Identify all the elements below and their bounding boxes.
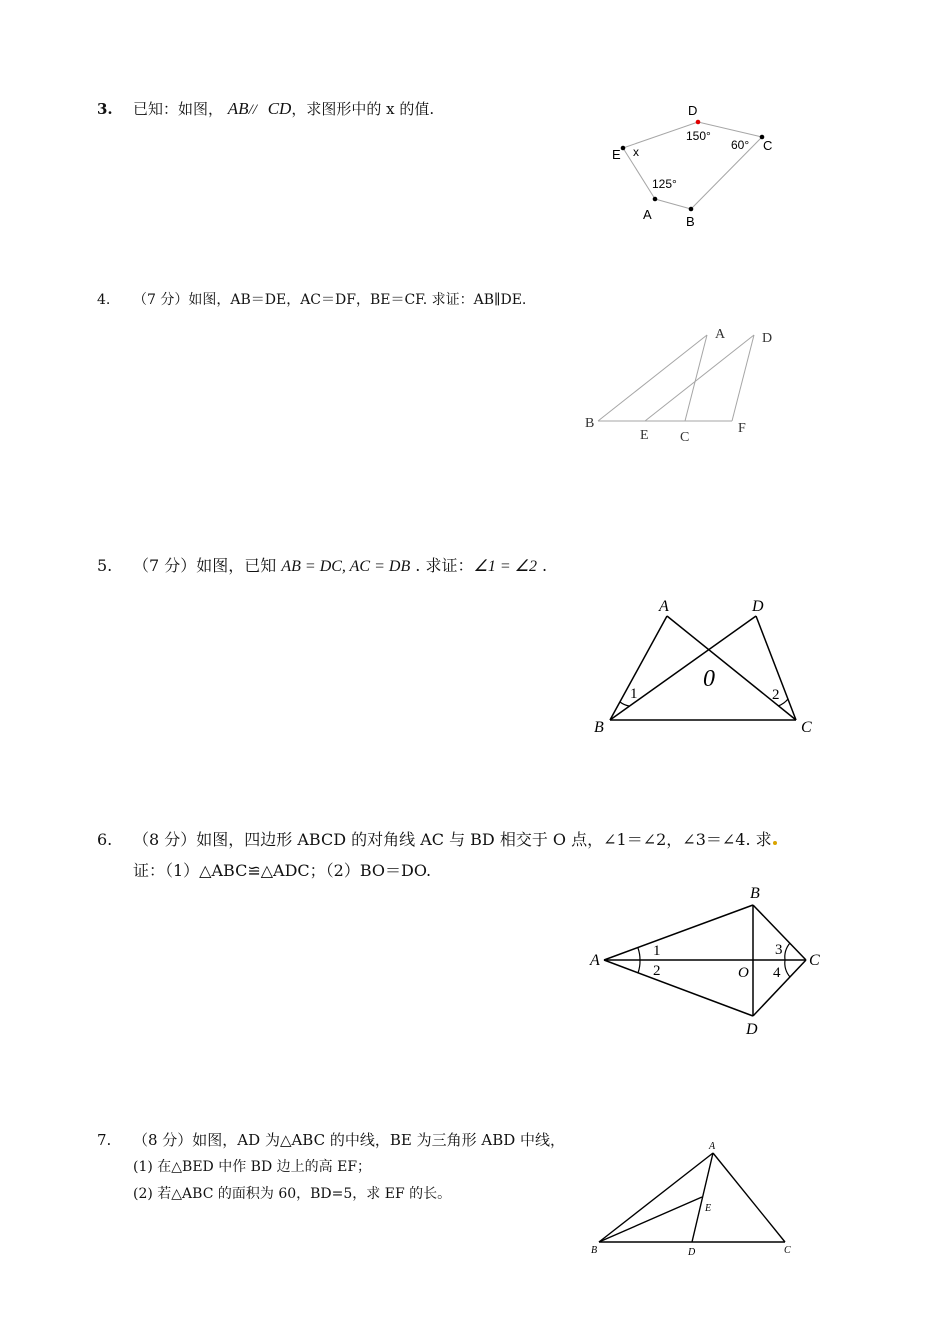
label-a: A [659,598,669,615]
math-ab: AB [227,99,249,118]
label-d: D [688,1247,696,1258]
label-f: F [738,421,746,436]
label-angle-150: 150° [686,129,711,143]
label-d: D [752,598,764,615]
problem-7-part-2: (2) 若△ABC 的面积为 60，BD=5，求 EF 的长。 [133,1186,452,1202]
label-a: A [590,952,600,969]
problem-5-pre: （7 分）如图，已知 [133,556,282,575]
label-a: A [709,1141,716,1152]
point-b [689,207,694,212]
label-angle-60: 60° [731,138,750,152]
problem-7-sub2 [133,1181,451,1207]
marker-dot [773,841,777,845]
label-o: O [738,965,749,981]
problem-number: 6. [97,830,113,849]
problem-7-statement: （8 分）如图，AD 为△ABC 的中线，BE 为三角形 ABD 中线， [133,1131,566,1149]
label-b: B [686,214,695,229]
label-c: C [763,138,773,153]
label-angle-1: 1 [653,943,661,959]
point-e [621,146,626,151]
problem-number: 3. [97,100,113,118]
figure-problem-3 [600,100,800,240]
label-e: E [705,1203,712,1214]
problem-6-line2 [133,856,431,886]
figure-problem-7 [585,1135,805,1265]
label-angle-2: 2 [772,687,780,703]
label-angle-4: 4 [773,965,781,981]
problem-5-end: . [536,556,548,575]
figure-problem-5 [585,595,835,745]
problem-6-line1 [97,825,778,855]
math-given: AB = DC, AC = DB [281,558,411,575]
label-d: D [746,1021,758,1038]
problem-6-statement: （8 分）如图，四边形 ABCD 的对角线 AC 与 BD 相交于 O 点，∠1＝∠2，∠3＝∠4. 求 [133,830,772,849]
label-c: C [809,952,820,969]
label-b: B [750,885,760,902]
label-e: E [612,147,621,162]
label-angle-1: 1 [630,686,638,702]
label-b: B [594,719,604,736]
label-c: C [784,1245,791,1256]
label-e: E [640,428,649,443]
label-x: x [633,145,639,159]
problem-4-statement: （7 分）如图，AB＝DE，AC＝DF，BE＝CF. 求证：AB∥DE. [133,292,527,308]
point-a [653,197,658,202]
math-cd: CD [267,99,292,118]
problem-6-prove: 证：（1）△ABC≌△ADC；（2）BO＝DO. [133,861,432,880]
label-c: C [680,430,690,445]
problem-number: 7. [97,1131,112,1149]
label-b: B [585,416,595,431]
label-d: D [688,103,698,118]
problem-7-line1 [97,1125,565,1155]
problem-3-post: ，求图形中的 x 的值. [291,100,435,118]
problem-7-sub1 [133,1154,371,1180]
figure-problem-6 [585,880,835,1045]
label-d: D [762,331,773,346]
problem-number: 5. [97,556,113,575]
problem-3-text [97,94,434,125]
math-prove: ∠1 = ∠2 [473,558,537,575]
label-c: C [801,719,812,736]
problem-4-text [97,285,526,315]
problem-5-text [97,551,547,582]
label-angle-3: 3 [775,942,783,958]
problem-3-pre: 已知：如图， [133,100,224,118]
label-a: A [643,207,652,222]
label-b: B [591,1245,598,1256]
label-angle-2: 2 [653,963,661,979]
label-o: 0 [703,666,715,692]
label-angle-125: 125° [652,177,677,191]
problem-number: 4. [97,292,111,308]
label-a: A [715,327,726,342]
math-parallel: // [248,102,257,118]
figure-problem-4 [580,320,780,450]
problem-7-part-1: (1) 在△BED 中作 BD 边上的高 EF； [133,1159,372,1175]
point-d [696,120,701,125]
problem-5-mid: . 求证： [410,556,474,575]
